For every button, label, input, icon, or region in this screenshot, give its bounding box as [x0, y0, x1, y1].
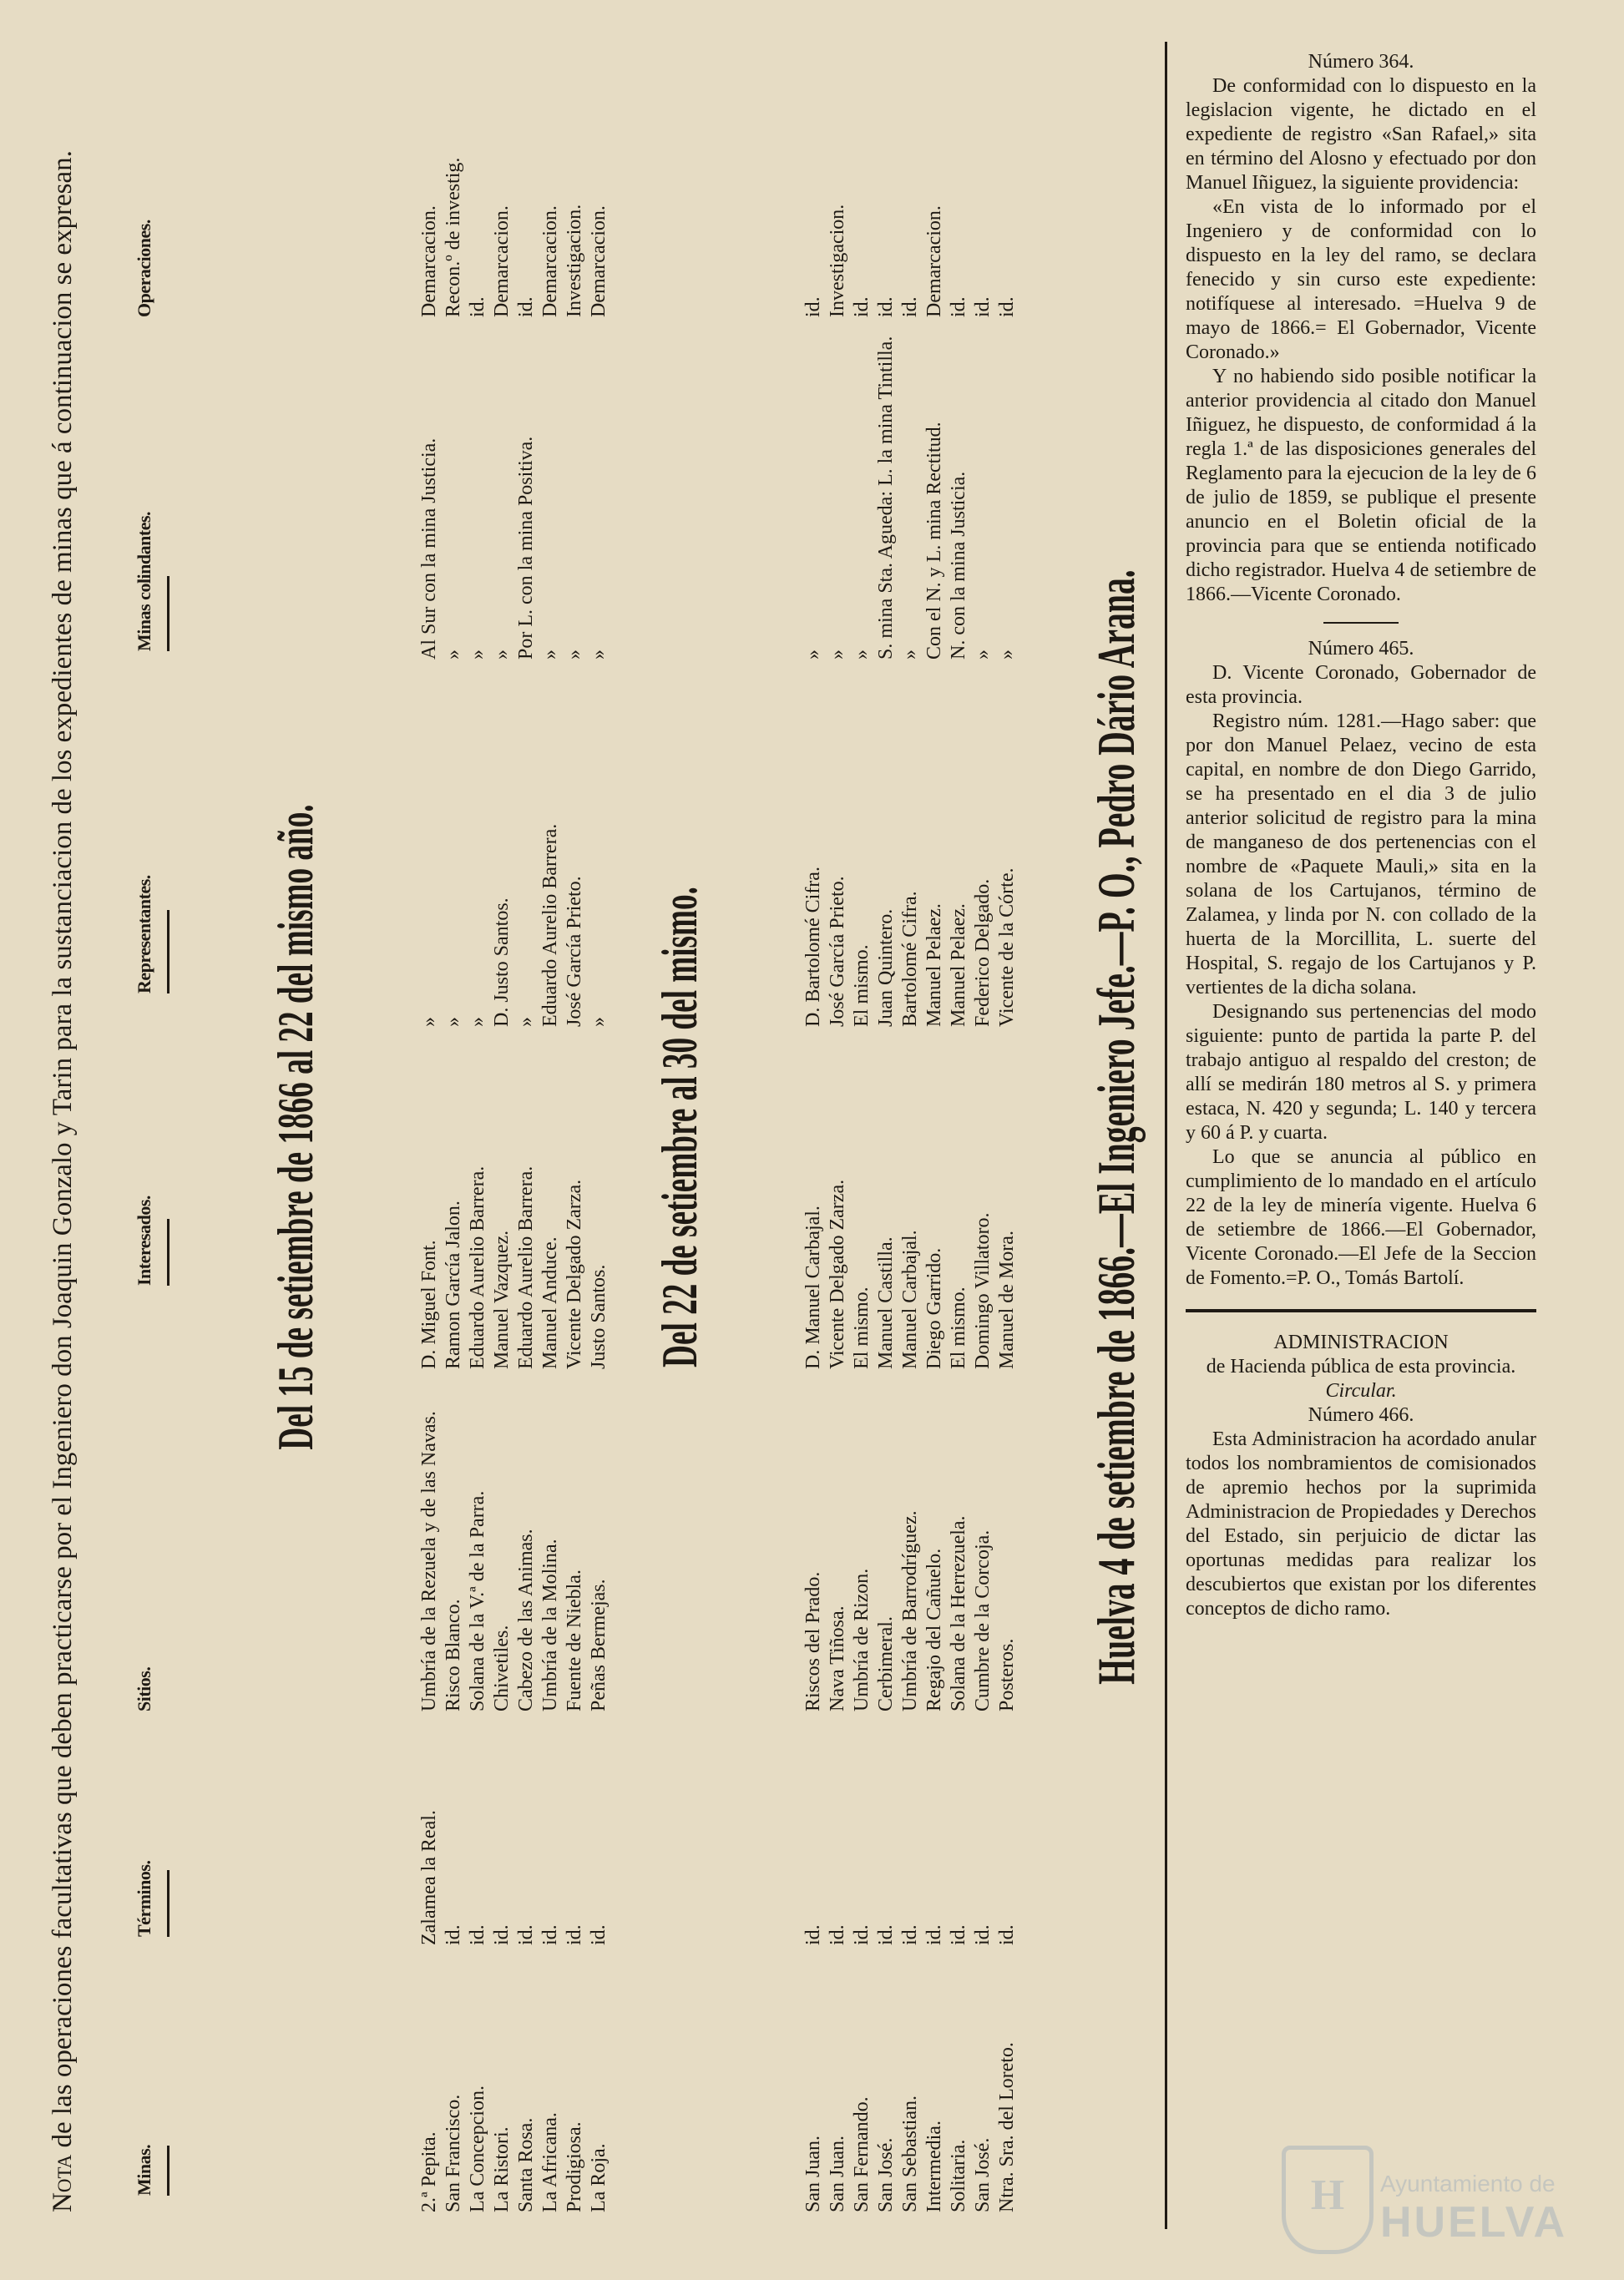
interesado-cell: Domingo Villatoro. — [972, 1212, 994, 1369]
representante-cell: » — [418, 1017, 440, 1027]
header-representantes: Representantes. — [134, 875, 154, 993]
representante-cell: » — [467, 1017, 488, 1027]
table-row — [490, 42, 514, 2212]
sitio-cell: Cerbimeral. — [875, 1616, 897, 1711]
termino-cell: id. — [443, 1924, 464, 1945]
header-terminos: Términos. — [134, 1860, 154, 1937]
table-row — [514, 42, 539, 2212]
termino-cell: id. — [996, 1924, 1018, 1945]
representante-cell: » — [515, 1017, 537, 1027]
watermark-line-2: HUELVA — [1380, 2198, 1568, 2247]
number-465-paragraph-1: Registro núm. 1281.—Hago saber: que por don Manuel Pelaez, vecino de esta capital, en nombre de don Diego Garrido, se ha presentado en el dia 3 de julio anterior solicitud de registro para la mina de manganeso de dos pertenencias con el nombre de «Paquete Mauli,» sita en la solana de los Cartujanos, término de Zalamea, y linda por N. con collado de la huerta de la Morcillita, L. suerte del Hospital, S. regajo de los Cartujanos y P. vertientes de la dicha solana. — [1186, 710, 1536, 998]
operacion-cell: Investigacion. — [564, 204, 585, 317]
rotated-mining-note — [42, 42, 1161, 2212]
mina-name-cell: San Fernando. — [851, 2096, 873, 2212]
operacion-cell: id. — [802, 296, 824, 317]
operacion-cell: id. — [875, 296, 897, 317]
sitio-cell: Umbría de la Molina. — [539, 1539, 561, 1711]
header-rule — [167, 1870, 169, 1937]
section-heading-1: Del 15 de setiembre de 1866 al 22 del mismo año. — [268, 804, 323, 1450]
mina-name-cell: San Juan. — [827, 2136, 848, 2212]
table-row — [995, 42, 1019, 2212]
termino-cell: id. — [899, 1924, 921, 1945]
interesado-cell: Manuel Castilla. — [875, 1236, 897, 1369]
number-465-intro: D. Vicente Coronado, Gobernador de esta provincia. — [1186, 662, 1536, 708]
mina-name-cell: 2.ª Pepita. — [418, 2131, 440, 2212]
note-title-first-word: Nota — [48, 2154, 78, 2212]
header-rule — [167, 2146, 169, 2196]
operacion-cell: Demarcacion. — [588, 205, 610, 317]
number-364-paragraph-2: «En vista de lo informado por el Ingeniero y de conformidad con lo dispuesto en la ley del ramo, se declara fenecido y sin curso este expediente: notifíquese al interesado. =Huelva 9 de mayo de 1866.= El Gobernador, Vicente Coronado.» — [1186, 196, 1536, 363]
mina-name-cell: San Juan. — [802, 2136, 824, 2212]
operacion-cell: Demarcacion. — [418, 205, 440, 317]
mina-colindante-cell: » — [467, 650, 488, 660]
sitio-cell: Riscos del Prado. — [802, 1571, 824, 1711]
representante-cell: D. Justo Santos. — [491, 897, 513, 1027]
mina-name-cell: San Sebastian. — [899, 2095, 921, 2212]
termino-cell: id. — [923, 1924, 945, 1945]
section-heading-2: Del 22 de setiembre al 30 del mismo. — [652, 887, 707, 1367]
note-title — [42, 42, 83, 2212]
termino-cell: id. — [467, 1924, 488, 1945]
table-row — [563, 42, 587, 2212]
operacion-cell: id. — [996, 296, 1018, 317]
operacion-cell: Demarcacion. — [491, 205, 513, 317]
operacion-cell: id. — [972, 296, 994, 317]
representante-cell: Manuel Pelaez. — [923, 903, 945, 1027]
interesado-cell: D. Miguel Font. — [418, 1240, 440, 1369]
number-364-title: Número 364. — [1308, 51, 1414, 73]
table-row — [971, 42, 995, 2212]
interesado-cell: Ramon García Jalon. — [443, 1201, 464, 1369]
operacion-cell: id. — [467, 296, 488, 317]
representante-cell: José García Prieto. — [564, 876, 585, 1027]
number-466-title: Número 466. — [1308, 1404, 1414, 1426]
sitio-cell: Posteros. — [996, 1638, 1018, 1711]
table-row — [442, 42, 466, 2212]
header-minas: Minas. — [134, 2144, 154, 2196]
interesado-cell: Vicente Delgado Zarza. — [827, 1179, 848, 1369]
sitio-cell: Umbría de Barrodríguez. — [899, 1510, 921, 1711]
mina-colindante-cell: » — [564, 650, 585, 660]
operacion-cell: id. — [851, 296, 873, 317]
number-465-paragraph-2: Designando sus pertenencias del modo siguiente: punto de partida la parte P. del trabajo antiguo al respaldo del creston; de allí se medirán 180 metros al S. y primera estaca, N. 420 y segunda; L. 140 y tercera y 60 á P. y cuarta. — [1186, 1001, 1536, 1144]
administracion-title: ADMINISTRACION — [1273, 1332, 1449, 1353]
mina-name-cell: San José. — [972, 2137, 994, 2212]
table-row — [539, 42, 563, 2212]
sitio-cell: Cumbre de la Corcoja. — [972, 1529, 994, 1711]
number-364-paragraph-3: Y no habiendo sido posible notificar la anterior providencia al citado don Manuel Iñiguez, he dispuesto, de conformidad á la regla 1.ª de las disposiciones generales del Reglamento para la ejecucion de la ley de 6 de julio de 1859, se publique el presente anuncio en el Boletin oficial de la provincia para que se entienda notificado dicho registrador. Huelva 4 de setiembre de 1866.—Vicente Coronado. — [1186, 366, 1536, 605]
interesado-cell: Eduardo Aurelio Barrera. — [515, 1165, 537, 1369]
mina-colindante-cell: » — [588, 650, 610, 660]
mina-colindante-cell: » — [996, 650, 1018, 660]
operacion-cell: id. — [899, 296, 921, 317]
watermark-line-1: Ayuntamiento de — [1380, 2171, 1556, 2197]
mina-name-cell: La Ristori. — [491, 2126, 513, 2212]
representante-cell: Federico Delgado. — [972, 878, 994, 1027]
column-divider — [1165, 42, 1167, 2229]
operacion-cell: id. — [948, 296, 969, 317]
header-operaciones: Operaciones. — [134, 220, 154, 317]
number-465-paragraph-3: Lo que se anuncia al público en cumplimiento de lo mandado en el artículo 22 de la ley de minería vigente. Huelva 6 de setiembre de 1866.—El Gobernador, Vicente Coronado.—El Jefe de la Seccion de Fomento.=P. O., Tomás Bartolí. — [1186, 1146, 1536, 1289]
signature-line: Huelva 4 de setiembre de 1866.—El Ingeniero Jefe.—P. O., Pedro Dário Arana. — [1086, 569, 1146, 1685]
sitio-cell: Nava Tiñosa. — [827, 1605, 848, 1711]
termino-cell: Zalamea la Real. — [418, 1810, 440, 1945]
termino-cell: id. — [802, 1924, 824, 1945]
mina-colindante-cell: » — [827, 650, 848, 660]
header-rule — [167, 576, 169, 651]
interesado-cell: Manuel Carbajal. — [899, 1230, 921, 1369]
table-row — [587, 42, 611, 2212]
representante-cell: » — [443, 1017, 464, 1027]
section-2-rows — [802, 42, 1019, 2212]
short-rule — [1323, 622, 1399, 624]
mina-name-cell: San Francisco. — [443, 2094, 464, 2212]
operacion-cell: Demarcacion. — [923, 205, 945, 317]
representante-cell: Eduardo Aurelio Barrera. — [539, 823, 561, 1027]
sitio-cell: Umbría de Rizon. — [851, 1568, 873, 1711]
termino-cell: id. — [875, 1924, 897, 1945]
operacion-cell: Investigacion. — [827, 204, 848, 317]
termino-cell: id. — [851, 1924, 873, 1945]
table-row — [947, 42, 971, 2212]
termino-cell: id. — [588, 1924, 610, 1945]
table-row — [850, 42, 874, 2212]
interesado-cell: D. Manuel Carbajal. — [802, 1206, 824, 1369]
mina-colindante-cell: N. con la mina Justicia. — [948, 471, 969, 660]
mina-colindante-cell: Al Sur con la mina Justicia. — [418, 437, 440, 660]
table-row — [898, 42, 923, 2212]
header-colindantes: Minas colindantes. — [134, 511, 154, 651]
mina-name-cell: La Roja. — [588, 2143, 610, 2212]
interesado-cell: Eduardo Aurelio Barrera. — [467, 1165, 488, 1369]
mina-name-cell: Ntra. Sra. del Loreto. — [996, 2042, 1018, 2212]
thick-rule — [1186, 1309, 1536, 1312]
representante-cell: José García Prieto. — [827, 876, 848, 1027]
mina-name-cell: La Concepcion. — [467, 2085, 488, 2212]
section-1-rows — [417, 42, 611, 2212]
sitio-cell: Solana de la V.ª de la Parra. — [467, 1490, 488, 1711]
operacion-cell: id. — [515, 296, 537, 317]
mina-colindante-cell: » — [899, 650, 921, 660]
sitio-cell: Risco Blanco. — [443, 1599, 464, 1711]
termino-cell: id. — [539, 1924, 561, 1945]
mina-colindante-cell: » — [539, 650, 561, 660]
representante-cell: D. Bartolomé Cifra. — [802, 867, 824, 1027]
mina-name-cell: Santa Rosa. — [515, 2117, 537, 2212]
header-rule — [167, 910, 169, 993]
table-row — [874, 42, 898, 2212]
interesado-cell: Vicente Delgado Zarza. — [564, 1179, 585, 1369]
interesado-cell: Diego Garrido. — [923, 1247, 945, 1369]
table-row — [923, 42, 947, 2212]
mina-name-cell: Prodigiosa. — [564, 2121, 585, 2212]
right-text-column — [1186, 50, 1536, 2187]
mina-colindante-cell: » — [851, 650, 873, 660]
operacion-cell: Recon.º de investig. — [443, 157, 464, 317]
mina-colindante-cell: » — [443, 650, 464, 660]
termino-cell: id. — [564, 1924, 585, 1945]
ayuntamiento-watermark — [1282, 2146, 1616, 2254]
sitio-cell: Cabezo de las Animas. — [515, 1529, 537, 1711]
representante-cell: El mismo. — [851, 944, 873, 1027]
interesado-cell: Manuel Vazquez. — [491, 1230, 513, 1369]
sitio-cell: Solana de la Herrezuela. — [948, 1515, 969, 1711]
termino-cell: id. — [827, 1924, 848, 1945]
number-465-title: Número 465. — [1308, 638, 1414, 660]
representante-cell: Bartolomé Cifra. — [899, 891, 921, 1027]
termino-cell: id. — [948, 1924, 969, 1945]
representante-cell: Manuel Pelaez. — [948, 903, 969, 1027]
representante-cell: » — [588, 1017, 610, 1027]
mina-name-cell: Solitaria. — [948, 2139, 969, 2212]
mina-colindante-cell: S. mina Sta. Agueda: L. la mina Tintilla. — [875, 336, 897, 660]
mina-colindante-cell: » — [802, 650, 824, 660]
table-row — [466, 42, 490, 2212]
interesado-cell: Manuel de Mora. — [996, 1231, 1018, 1369]
mina-name-cell: Intermedia. — [923, 2121, 945, 2212]
termino-cell: id. — [972, 1924, 994, 1945]
termino-cell: id. — [491, 1924, 513, 1945]
note-title-text: de las operaciones facultativas que deben practicarse por el Ingeniero don Joaquin Gonzalo y Tarin para la sustanciacion de los expedientes de minas que á continuacion se expresan. — [48, 150, 78, 2155]
sitio-cell: Fuente de Niebla. — [564, 1570, 585, 1711]
administracion-subtitle: de Hacienda pública de esta provincia. — [1206, 1356, 1516, 1378]
termino-cell: id. — [515, 1924, 537, 1945]
mina-colindante-cell: Con el N. y L. mina Rectitud. — [923, 422, 945, 660]
interesado-cell: El mismo. — [948, 1287, 969, 1369]
header-sitios: Sitios. — [134, 1666, 154, 1711]
sitio-cell: Umbría de la Rezuela y de las Navas. — [418, 1411, 440, 1711]
header-rule — [167, 1219, 169, 1286]
mina-name-cell: San José. — [875, 2137, 897, 2212]
mina-colindante-cell: » — [491, 650, 513, 660]
sitio-cell: Peñas Bermejas. — [588, 1579, 610, 1711]
city-shield-icon: H — [1282, 2146, 1374, 2254]
mina-name-cell: La Africana. — [539, 2112, 561, 2212]
circular-label: Circular. — [1325, 1380, 1397, 1402]
table-row — [802, 42, 826, 2212]
sitio-cell: Chivetiles. — [491, 1625, 513, 1711]
representante-cell: Vicente de la Córte. — [996, 867, 1018, 1027]
number-364-paragraph-1: De conformidad con lo dispuesto en la legislacion vigente, he dictado en el expediente de registro «San Rafael,» sita en término del Alosno y efectuado por don Manuel Iñiguez, la siguiente providencia: — [1186, 75, 1536, 194]
mina-colindante-cell: » — [972, 650, 994, 660]
table-row — [826, 42, 850, 2212]
interesado-cell: El mismo. — [851, 1287, 873, 1369]
number-466-paragraph-1: Esta Administracion ha acordado anular todos los nombramientos de comisionados de apremio hechos por la suprimida Administracion de Propiedades y Derechos del Estado, sin perjuicio de dictar las oportunas medidas para realizar los descubiertos que existan por los diferentes conceptos de dicho ramo. — [1186, 1428, 1536, 1620]
table-row — [417, 42, 442, 2212]
operacion-cell: Demarcacion. — [539, 205, 561, 317]
mina-colindante-cell: Por L. con la mina Positiva. — [515, 436, 537, 660]
sitio-cell: Regajo del Cañuelo. — [923, 1548, 945, 1711]
header-interesados: Interesados. — [134, 1196, 154, 1286]
representante-cell: Juan Quintero. — [875, 908, 897, 1027]
interesado-cell: Manuel Anduce. — [539, 1236, 561, 1369]
interesado-cell: Justo Santos. — [588, 1264, 610, 1369]
